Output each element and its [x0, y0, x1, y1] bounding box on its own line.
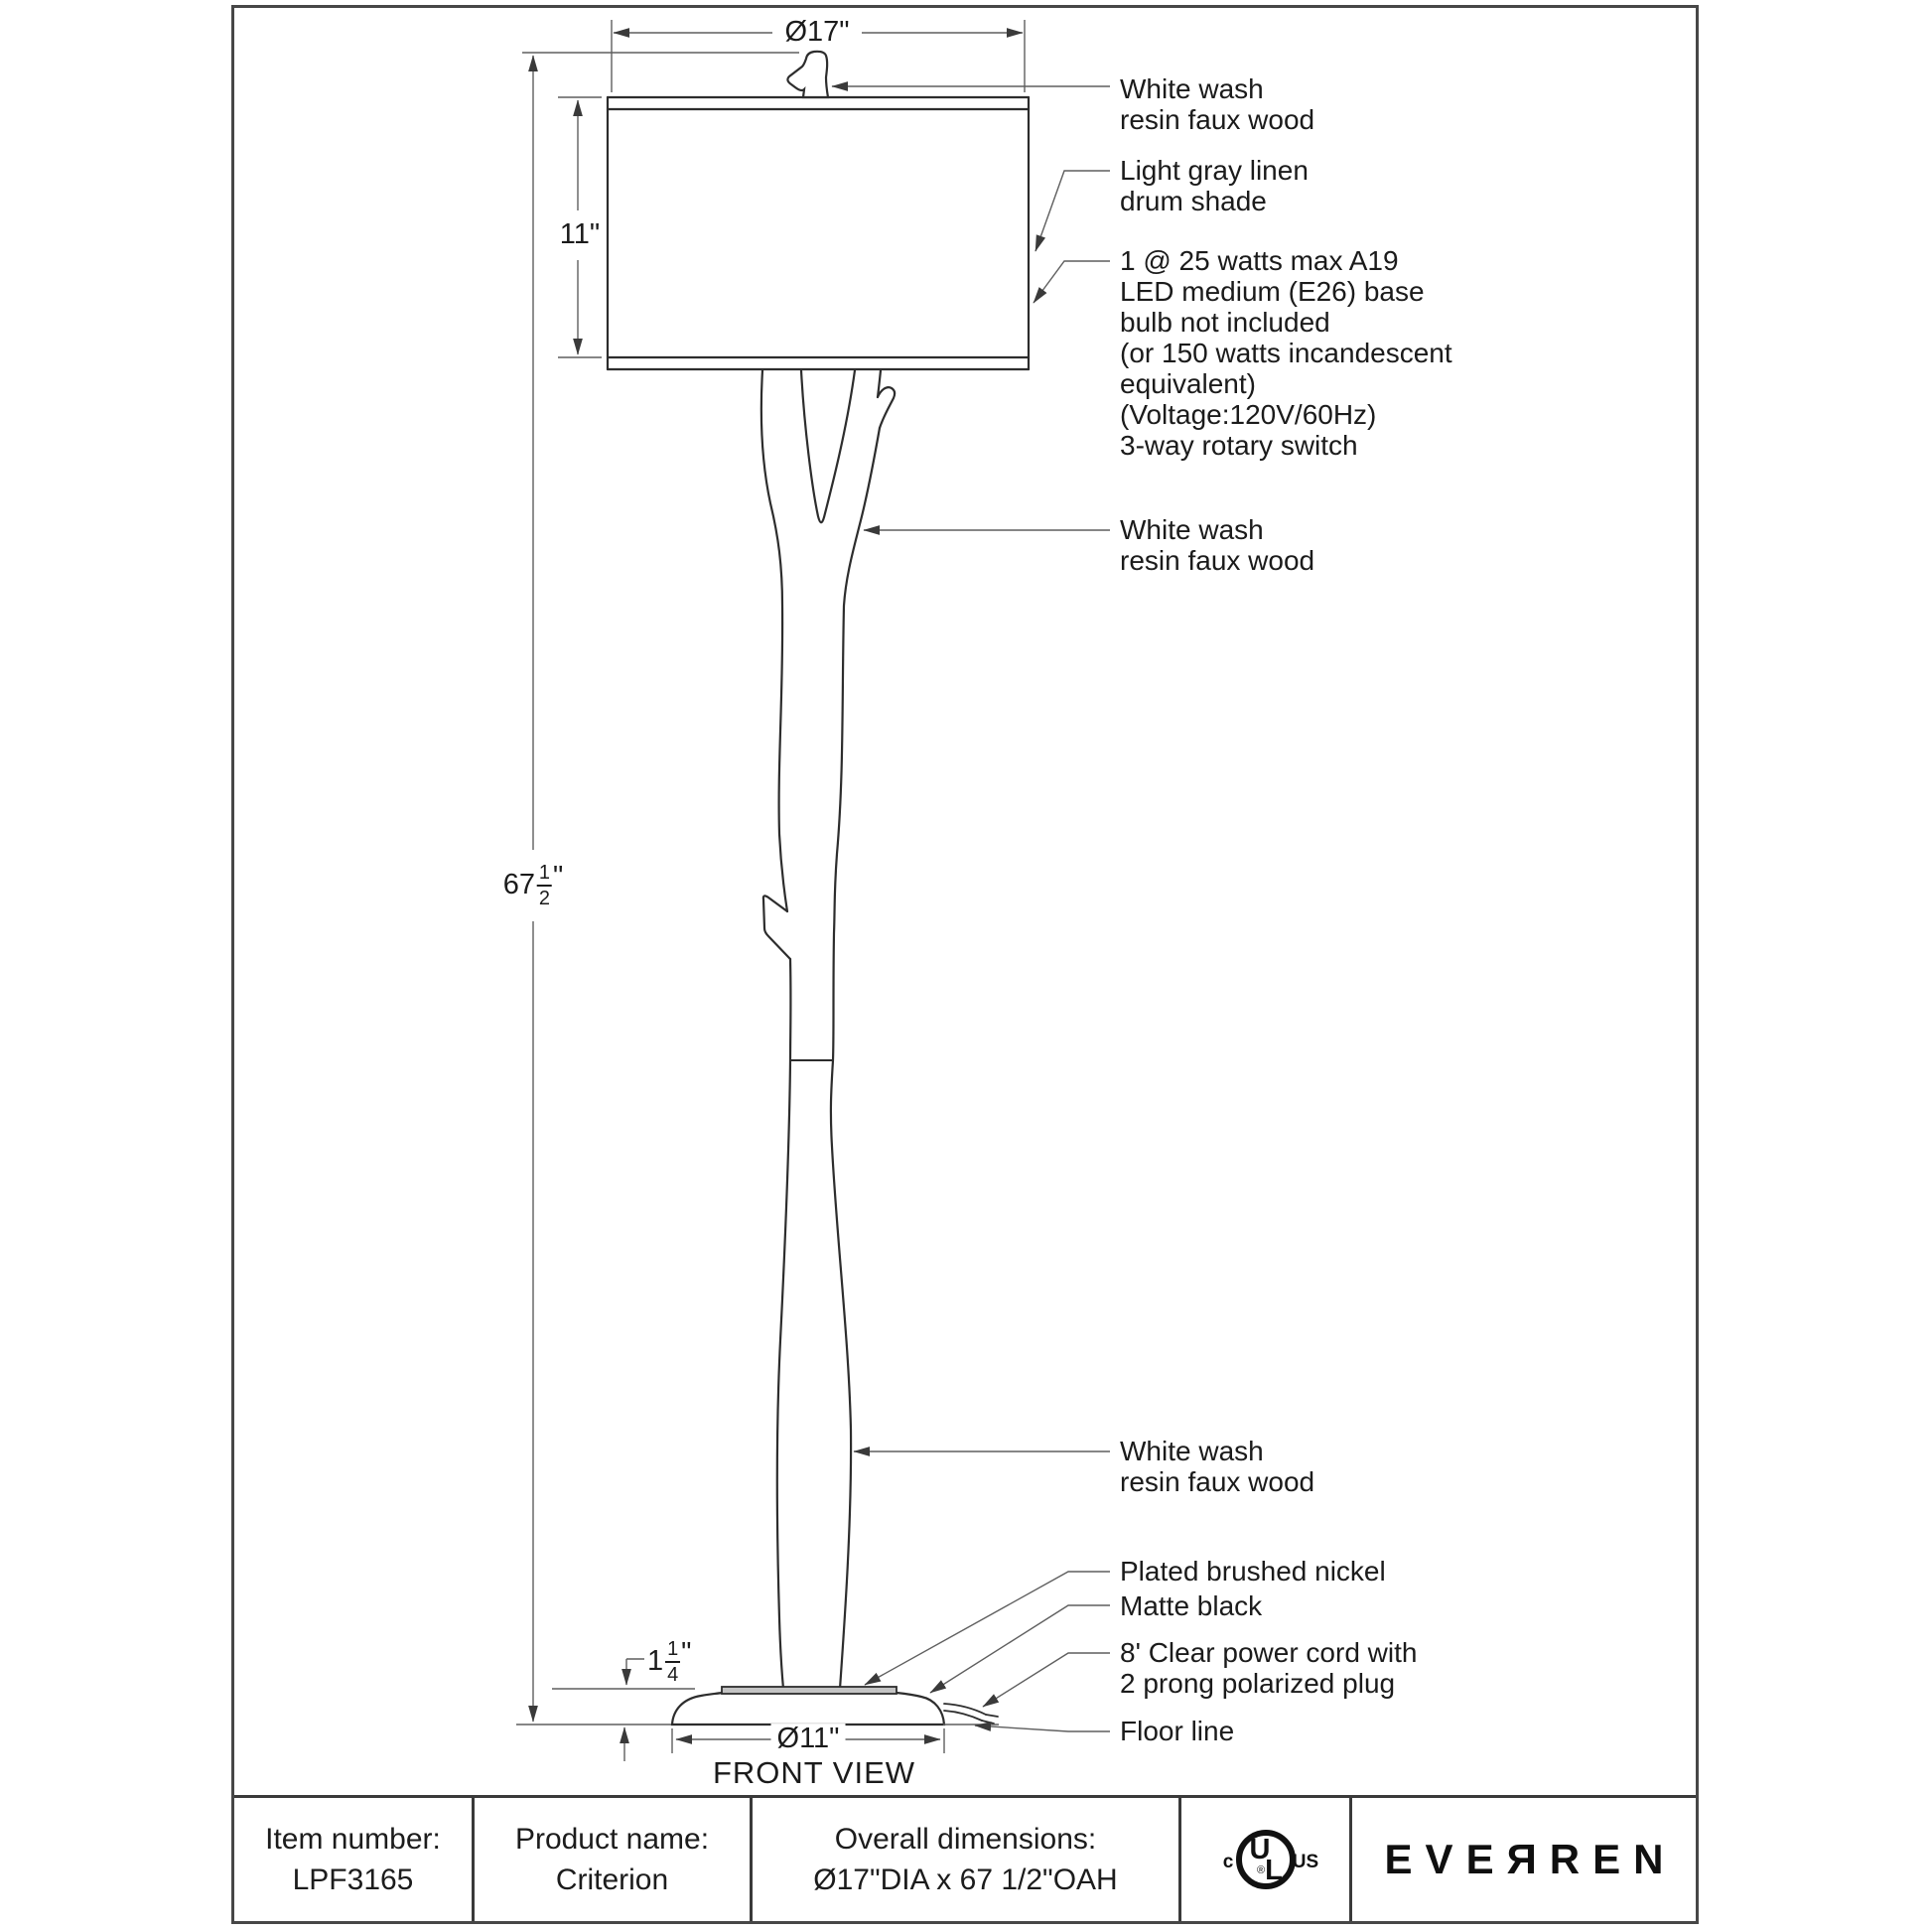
drum-shade [608, 97, 1029, 369]
callout-bulb-spec: 1 @ 25 watts max A19 LED medium (E26) base bulb not included (or 150 watts incandescent equivalent) (Voltage:120V/60Hz) 3-way rotary switch [1120, 245, 1452, 461]
callout-finial-material: White wash resin faux wood [1120, 73, 1315, 135]
svg-text:U: U [1249, 1834, 1270, 1865]
product-name-value: Criterion [555, 1863, 669, 1896]
item-number-value: LPF3165 [292, 1863, 414, 1896]
branch-twig-right [878, 387, 895, 428]
title-block-overall-dimensions [753, 1798, 1181, 1921]
svg-text:c: c [1222, 1852, 1233, 1872]
leader-lines [832, 86, 1110, 1731]
svg-text:L: L [1264, 1855, 1283, 1886]
callout-base-plate: Plated brushed nickel [1120, 1556, 1386, 1587]
power-cord [944, 1704, 998, 1724]
title-block-product-name [475, 1798, 753, 1921]
overall-dimensions-value: Ø17"DIA x 67 1/2"OAH [813, 1863, 1118, 1896]
dim-label-shade-height: 11" [554, 219, 606, 251]
leader-base-plate [865, 1572, 1110, 1685]
fraction: $\frac{1}{2}$ [538, 862, 551, 909]
title-block-item-number [234, 1798, 475, 1921]
base-nickel-plate [722, 1687, 897, 1694]
dimension-and-leader-lines [516, 20, 1110, 1761]
title-block [234, 1795, 1696, 1921]
view-label: FRONT VIEW [712, 1755, 916, 1790]
finial-twig [787, 52, 828, 97]
dim-label-shade-diameter: Ø17" [778, 17, 855, 49]
brand-logo: EVEЯREN [1384, 1836, 1677, 1882]
leader-bulb [1034, 261, 1110, 303]
callout-shade-material: Light gray linen drum shade [1120, 155, 1309, 216]
overall-dimensions-label: Overall dimensions: [834, 1822, 1097, 1856]
callout-base-finish: Matte black [1120, 1590, 1263, 1621]
callout-stem-upper-material: White wash resin faux wood [1120, 514, 1315, 576]
svg-text:US: US [1292, 1852, 1318, 1872]
base-dome [672, 1693, 944, 1725]
callout-floor-line: Floor line [1120, 1716, 1235, 1746]
callout-power-cord: 8' Clear power cord with 2 prong polarized plug [1120, 1637, 1418, 1699]
lamp-base [672, 1687, 944, 1725]
leader-base-finish [930, 1605, 1110, 1693]
dim-label-base-height: 1 $\frac{1}{4}$ " [647, 1637, 692, 1686]
dim-label-base-diameter: Ø11" [771, 1724, 846, 1755]
callout-stem-lower-material: White wash resin faux wood [1120, 1436, 1315, 1497]
ul-certification-icon [1203, 1808, 1328, 1911]
branch-fork [761, 370, 895, 1689]
leader-cord [983, 1653, 1110, 1707]
title-block-brand [1352, 1798, 1696, 1921]
leader-floor [975, 1725, 1110, 1731]
item-number-label: Item number: [265, 1822, 441, 1856]
product-name-label: Product name: [514, 1822, 710, 1856]
fraction: $\frac{1}{4}$ [667, 1638, 679, 1686]
svg-text:®: ® [1256, 1864, 1265, 1876]
dim-label-overall-height: 67 $\frac{1}{2}$ " [497, 863, 570, 908]
title-block-certification [1181, 1798, 1352, 1921]
lamp-outline [608, 52, 1029, 1725]
leader-shade [1035, 171, 1110, 251]
